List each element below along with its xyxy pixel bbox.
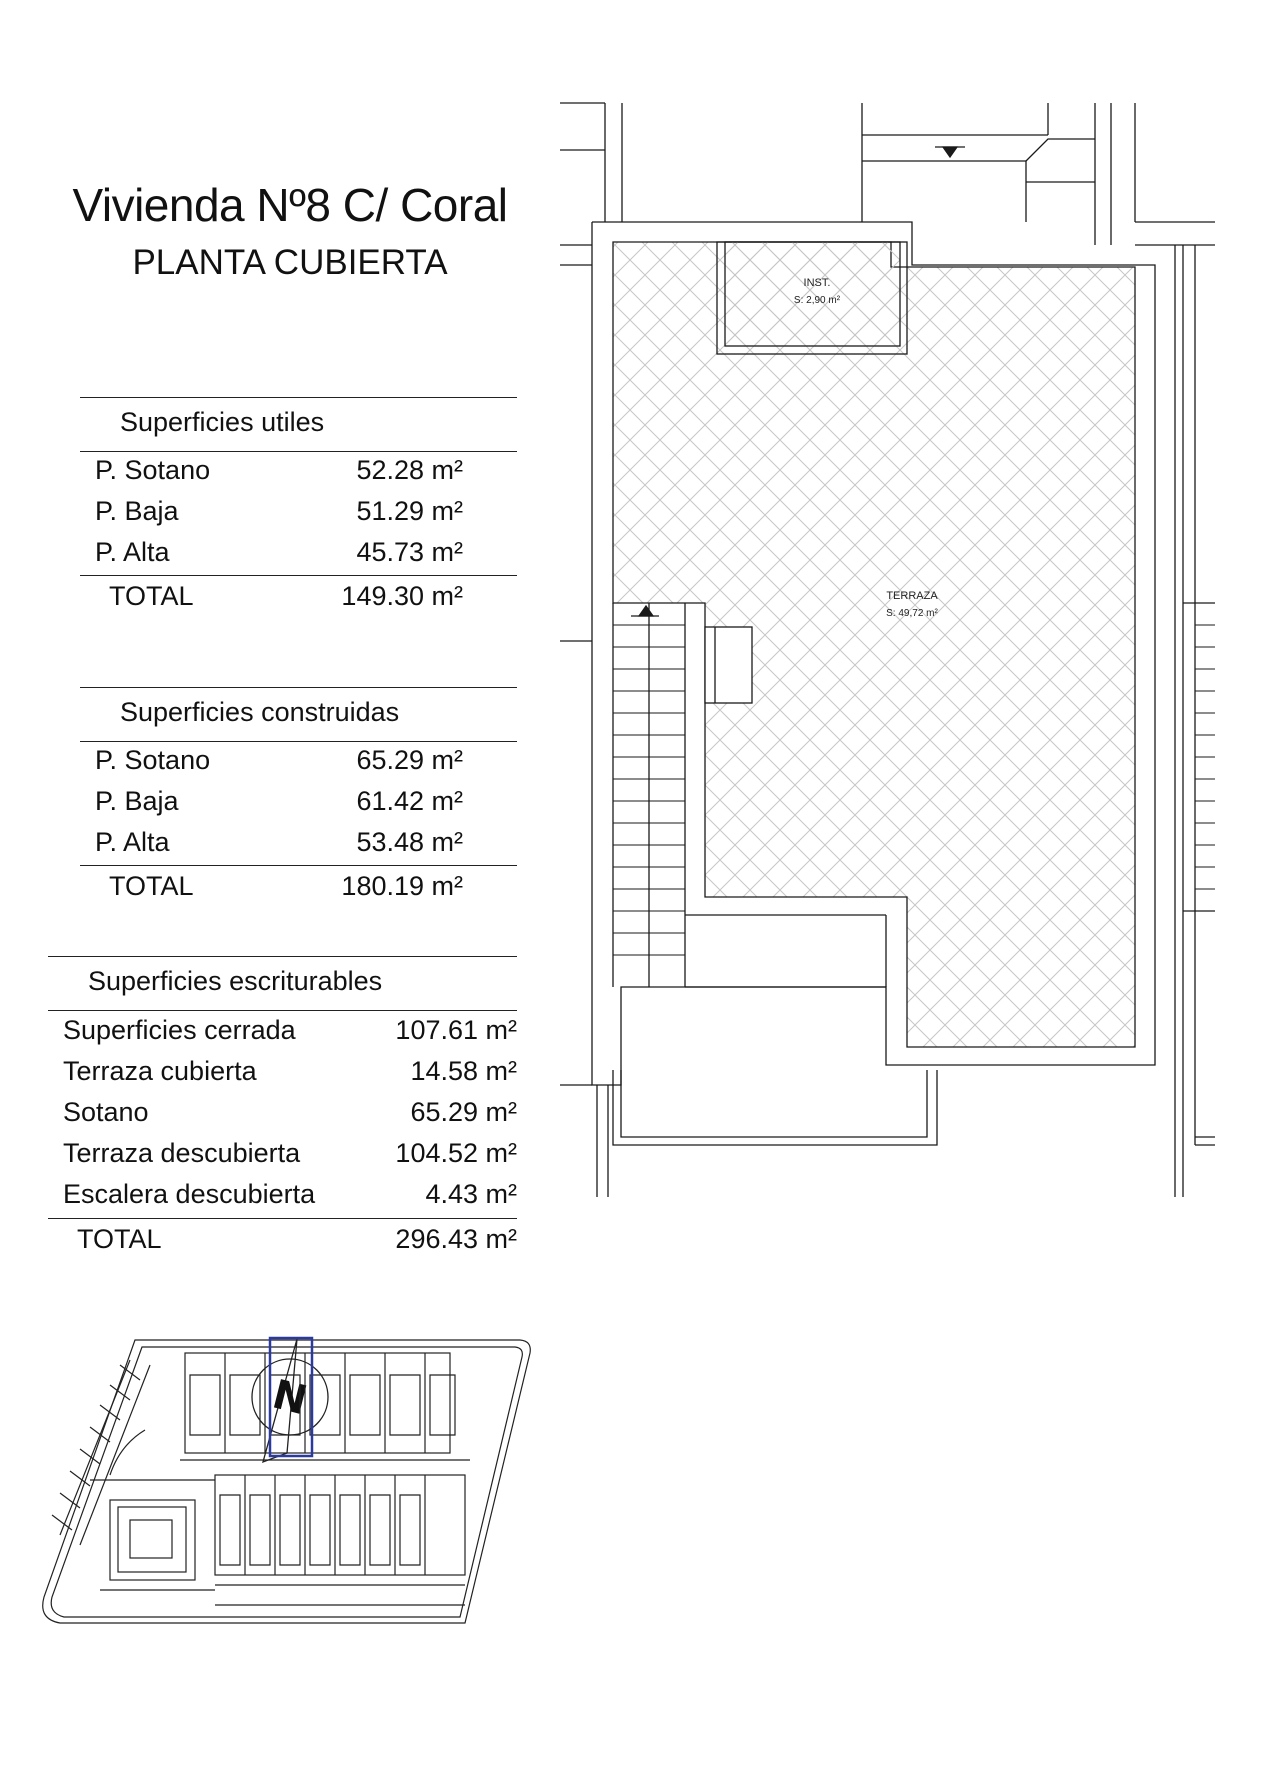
- row-label: Sotano: [63, 1097, 149, 1127]
- total-label: TOTAL: [109, 871, 194, 901]
- surfaces-escriturables-table: [48, 956, 517, 1256]
- row-value: 104.52 m²: [395, 1138, 517, 1168]
- row-value: 14.58 m²: [410, 1056, 517, 1086]
- row-label: P. Alta: [95, 537, 170, 567]
- plan-title: Vivienda Nº8 C/ Coral: [72, 179, 508, 231]
- north-label: N: [267, 1371, 312, 1425]
- inst-area: S: 2,90 m²: [793, 295, 841, 306]
- row-value: 65.29 m²: [356, 745, 463, 775]
- roof-floor-plan: [555, 95, 1225, 1210]
- total-value: 180.19 m²: [341, 871, 463, 901]
- row-value: 51.29 m²: [356, 496, 463, 526]
- row-value: 4.43 m²: [425, 1179, 517, 1209]
- row-label: Escalera descubierta: [63, 1179, 316, 1209]
- table-heading: Superficies construidas: [120, 697, 400, 727]
- total-label: TOTAL: [77, 1224, 162, 1254]
- terraza-label: TERRAZA: [886, 590, 938, 602]
- row-value: 65.29 m²: [410, 1097, 517, 1127]
- terraza-area: S: 49,72 m²: [886, 608, 938, 619]
- surfaces-construidas-table: [80, 687, 517, 917]
- surfaces-utiles-table: [80, 397, 517, 627]
- row-label: P. Sotano: [95, 745, 211, 775]
- row-value: 61.42 m²: [356, 786, 463, 816]
- total-label: TOTAL: [109, 581, 194, 611]
- selected-unit-highlight: [267, 1338, 312, 1456]
- row-label: Terraza cubierta: [63, 1056, 257, 1086]
- row-value: 53.48 m²: [356, 827, 463, 857]
- row-label: P. Baja: [95, 496, 179, 526]
- row-value: 107.61 m²: [395, 1015, 517, 1045]
- total-value: 296.43 m²: [395, 1224, 517, 1254]
- inst-label: INST.: [803, 277, 831, 289]
- plan-subtitle: PLANTA CUBIERTA: [132, 243, 448, 282]
- table-heading: Superficies utiles: [120, 407, 325, 437]
- row-label: P. Alta: [95, 827, 170, 857]
- site-location-map: [30, 1335, 540, 1625]
- total-value: 149.30 m²: [341, 581, 463, 611]
- row-label: P. Sotano: [95, 455, 211, 485]
- table-heading: Superficies escriturables: [88, 966, 383, 996]
- row-label: Terraza descubierta: [63, 1138, 301, 1168]
- row-value: 52.28 m²: [356, 455, 463, 485]
- row-label: P. Baja: [95, 786, 179, 816]
- row-value: 45.73 m²: [356, 537, 463, 567]
- row-label: Superficies cerrada: [63, 1015, 296, 1045]
